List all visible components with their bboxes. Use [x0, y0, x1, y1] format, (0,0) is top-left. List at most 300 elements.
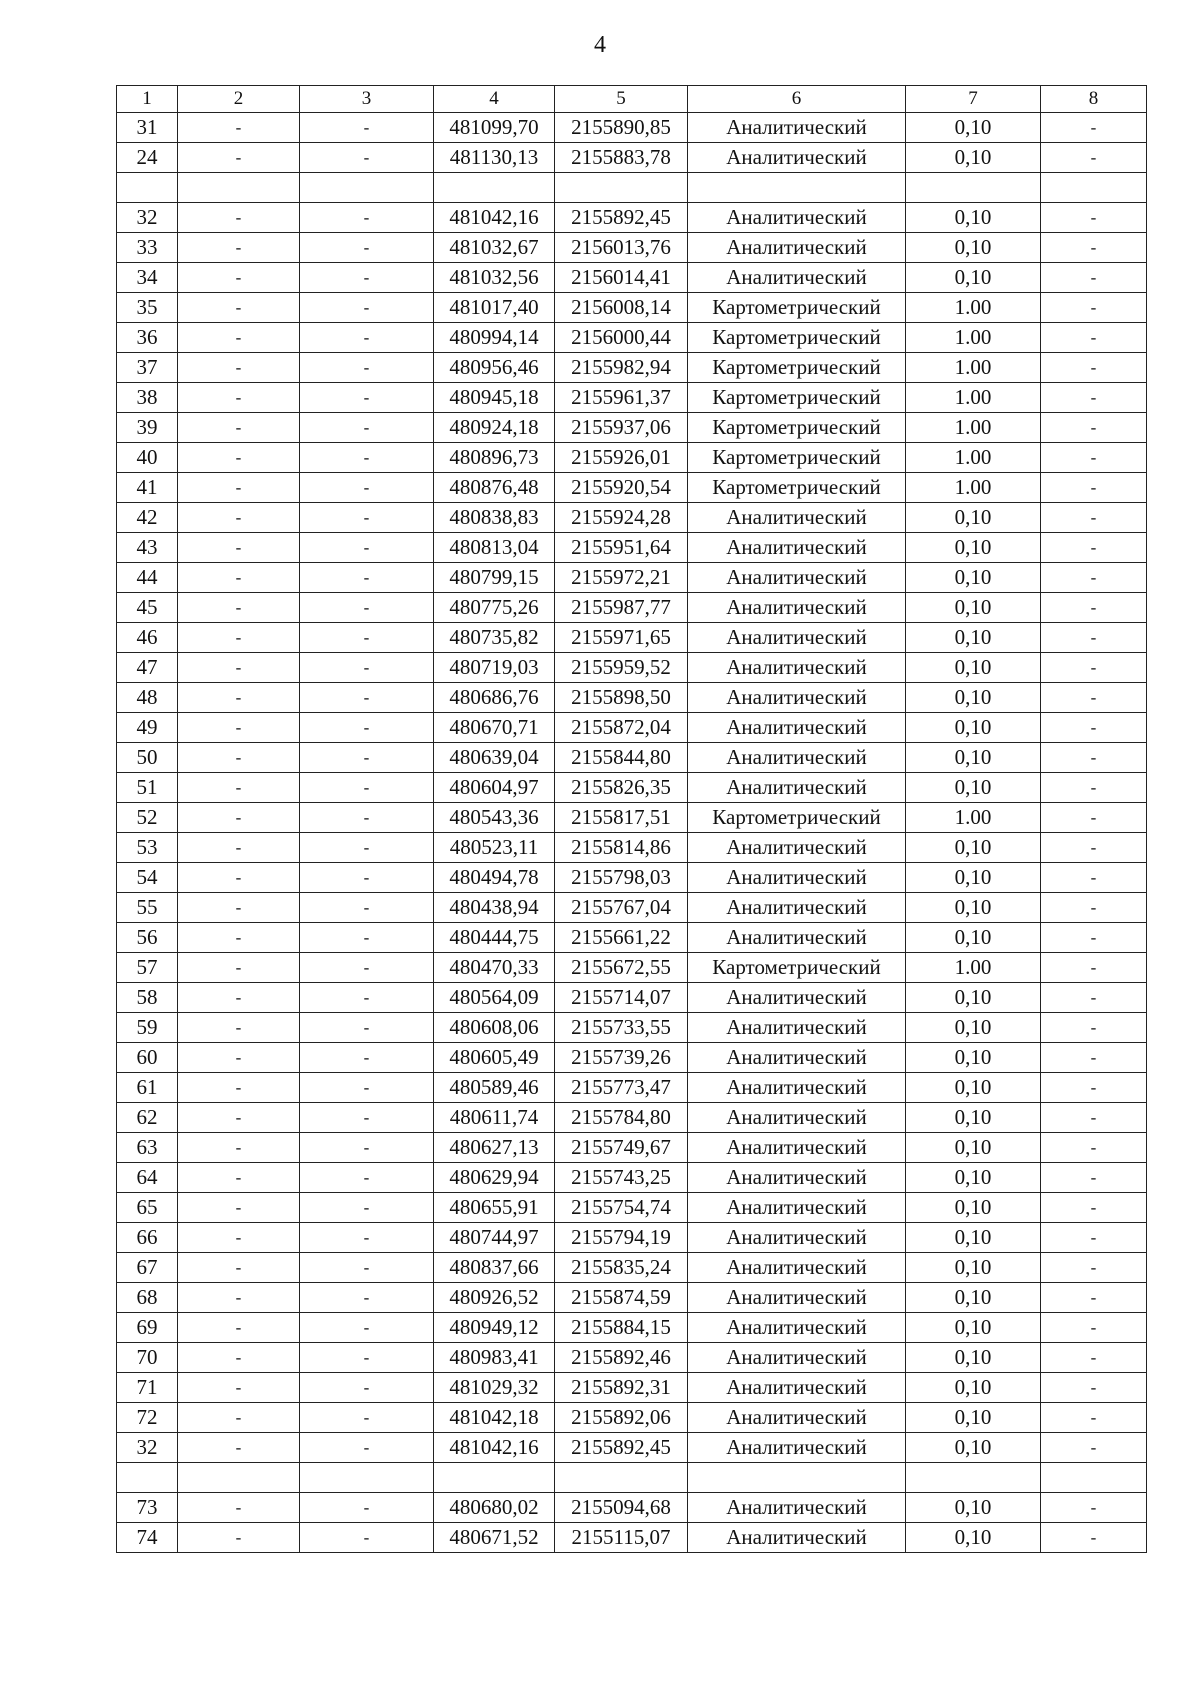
table-cell: -	[178, 833, 300, 863]
table-cell: -	[178, 293, 300, 323]
table-cell: Аналитический	[688, 503, 906, 533]
table-row	[117, 1433, 1147, 1463]
table-cell: -	[300, 683, 434, 713]
table-cell: -	[300, 503, 434, 533]
table-cell: 2155971,65	[555, 623, 688, 653]
table-cell: Аналитический	[688, 743, 906, 773]
table-cell: 2155892,31	[555, 1373, 688, 1403]
table-cell: 0,10	[906, 1253, 1041, 1283]
table-cell: -	[178, 1343, 300, 1373]
table-row	[117, 113, 1147, 143]
page-number: 4	[594, 32, 606, 58]
table-cell: 2155784,80	[555, 1103, 688, 1133]
table-row	[117, 443, 1147, 473]
table-cell: 2155972,21	[555, 563, 688, 593]
table-body	[117, 113, 1147, 1553]
table-cell: 72	[117, 1403, 178, 1433]
table-cell: 61	[117, 1073, 178, 1103]
table-cell: 2155982,94	[555, 353, 688, 383]
table-cell: 48	[117, 683, 178, 713]
table-cell	[434, 173, 555, 203]
table-cell: 0,10	[906, 1073, 1041, 1103]
table-cell: 480655,91	[434, 1193, 555, 1223]
table-cell: 2155773,47	[555, 1073, 688, 1103]
table-cell: -	[1041, 623, 1147, 653]
table-cell: 0,10	[906, 1193, 1041, 1223]
table-row	[117, 233, 1147, 263]
table-row	[117, 893, 1147, 923]
table-cell: 2155892,46	[555, 1343, 688, 1373]
table-cell: -	[1041, 1373, 1147, 1403]
table-cell: -	[1041, 923, 1147, 953]
table-cell: -	[1041, 1523, 1147, 1553]
table-cell: 2155094,68	[555, 1493, 688, 1523]
table-cell: 480523,11	[434, 833, 555, 863]
column-header: 7	[906, 86, 1041, 113]
table-cell: 2155892,06	[555, 1403, 688, 1433]
table-cell	[688, 173, 906, 203]
table-cell: 2155733,55	[555, 1013, 688, 1043]
table-cell: Аналитический	[688, 233, 906, 263]
table-cell: 2155835,24	[555, 1253, 688, 1283]
table-row	[117, 1313, 1147, 1343]
table-cell: -	[178, 1493, 300, 1523]
table-cell: 0,10	[906, 923, 1041, 953]
table-cell: 51	[117, 773, 178, 803]
table-cell: 1.00	[906, 473, 1041, 503]
table-cell: -	[178, 593, 300, 623]
table-row	[117, 263, 1147, 293]
table-cell	[555, 1463, 688, 1493]
table-cell: 1.00	[906, 353, 1041, 383]
table-cell: Аналитический	[688, 1133, 906, 1163]
table-row	[117, 773, 1147, 803]
table-cell: -	[1041, 503, 1147, 533]
table-cell: Аналитический	[688, 983, 906, 1013]
table-cell: 480945,18	[434, 383, 555, 413]
table-cell: 35	[117, 293, 178, 323]
table-cell: 0,10	[906, 623, 1041, 653]
table-cell: Картометрический	[688, 953, 906, 983]
table-cell: 32	[117, 1433, 178, 1463]
table-cell: Аналитический	[688, 713, 906, 743]
table-cell: -	[1041, 803, 1147, 833]
table-cell	[688, 1463, 906, 1493]
table-cell: 481099,70	[434, 113, 555, 143]
table-cell: 481042,18	[434, 1403, 555, 1433]
table-cell: Аналитический	[688, 533, 906, 563]
table-cell: -	[178, 743, 300, 773]
table-cell: Аналитический	[688, 1253, 906, 1283]
table-cell: 481042,16	[434, 203, 555, 233]
table-row	[117, 623, 1147, 653]
table-cell: -	[1041, 263, 1147, 293]
table-cell: 480438,94	[434, 893, 555, 923]
table-cell: -	[300, 383, 434, 413]
table-cell: 24	[117, 143, 178, 173]
table-cell: Аналитический	[688, 1433, 906, 1463]
table-cell: -	[300, 263, 434, 293]
table-cell: 2155115,07	[555, 1523, 688, 1553]
table-cell: -	[1041, 383, 1147, 413]
table-cell: 2155714,07	[555, 983, 688, 1013]
table-cell: 66	[117, 1223, 178, 1253]
table-cell: Аналитический	[688, 773, 906, 803]
column-header: 3	[300, 86, 434, 113]
table-cell: 67	[117, 1253, 178, 1283]
table-cell: 480775,26	[434, 593, 555, 623]
table-header	[117, 86, 1147, 113]
table-cell: -	[1041, 683, 1147, 713]
table-cell: 49	[117, 713, 178, 743]
table-row	[117, 833, 1147, 863]
table-row	[117, 1223, 1147, 1253]
table-row	[117, 203, 1147, 233]
table-cell: -	[178, 1193, 300, 1223]
table-row	[117, 413, 1147, 443]
table-cell: 0,10	[906, 1523, 1041, 1553]
table-cell: -	[1041, 953, 1147, 983]
table-cell: -	[178, 1103, 300, 1133]
table-cell: 2155739,26	[555, 1043, 688, 1073]
table-row	[117, 1133, 1147, 1163]
table-cell: 480605,49	[434, 1043, 555, 1073]
table-row	[117, 743, 1147, 773]
table-cell: 0,10	[906, 1433, 1041, 1463]
table-cell: -	[300, 143, 434, 173]
table-cell: 480994,14	[434, 323, 555, 353]
table-cell: -	[1041, 533, 1147, 563]
table-cell: 480735,82	[434, 623, 555, 653]
table-row	[117, 293, 1147, 323]
coordinates-table	[116, 85, 1147, 1553]
table-cell: -	[178, 263, 300, 293]
table-cell: Картометрический	[688, 803, 906, 833]
table-cell	[300, 1463, 434, 1493]
table-row	[117, 863, 1147, 893]
table-cell: 480604,97	[434, 773, 555, 803]
table-cell: 480611,74	[434, 1103, 555, 1133]
table-cell: 42	[117, 503, 178, 533]
table-cell: -	[178, 563, 300, 593]
table-cell: 45	[117, 593, 178, 623]
table-cell: -	[1041, 473, 1147, 503]
table-cell: Аналитический	[688, 203, 906, 233]
table-cell: -	[300, 623, 434, 653]
table-cell: -	[300, 293, 434, 323]
table-cell: 1.00	[906, 323, 1041, 353]
table-cell: 0,10	[906, 713, 1041, 743]
table-cell: 481032,67	[434, 233, 555, 263]
table-cell: Аналитический	[688, 1103, 906, 1133]
table-cell: 480564,09	[434, 983, 555, 1013]
table-cell: 2155817,51	[555, 803, 688, 833]
table-cell: 0,10	[906, 503, 1041, 533]
table-cell: 38	[117, 383, 178, 413]
table-cell: -	[1041, 293, 1147, 323]
table-cell: 480444,75	[434, 923, 555, 953]
table-cell: 481032,56	[434, 263, 555, 293]
table-cell: 68	[117, 1283, 178, 1313]
table-cell: Аналитический	[688, 1013, 906, 1043]
table-cell: -	[300, 473, 434, 503]
table-cell: 71	[117, 1373, 178, 1403]
table-cell: -	[178, 113, 300, 143]
table-row	[117, 1103, 1147, 1133]
table-cell: 480924,18	[434, 413, 555, 443]
table-cell: 73	[117, 1493, 178, 1523]
table-cell: 0,10	[906, 1373, 1041, 1403]
table-cell: 0,10	[906, 263, 1041, 293]
table-cell: 56	[117, 923, 178, 953]
table-cell: 0,10	[906, 1403, 1041, 1433]
table-cell: 2155987,77	[555, 593, 688, 623]
table-cell: -	[300, 593, 434, 623]
table-cell: 1.00	[906, 443, 1041, 473]
table-cell: -	[178, 683, 300, 713]
table-cell: 0,10	[906, 1163, 1041, 1193]
table-cell: -	[300, 1523, 434, 1553]
table-cell: -	[1041, 1013, 1147, 1043]
table-cell: -	[1041, 653, 1147, 683]
table-cell: -	[300, 743, 434, 773]
table-cell: 50	[117, 743, 178, 773]
table-cell: 37	[117, 353, 178, 383]
table-cell: -	[178, 383, 300, 413]
table-cell: Аналитический	[688, 1523, 906, 1553]
table-cell: Картометрический	[688, 443, 906, 473]
table-cell: 0,10	[906, 1133, 1041, 1163]
table-cell: 480896,73	[434, 443, 555, 473]
table-cell: -	[300, 1073, 434, 1103]
table-cell: 0,10	[906, 1103, 1041, 1133]
table-cell: -	[1041, 203, 1147, 233]
table-cell	[178, 1463, 300, 1493]
table-row	[117, 1343, 1147, 1373]
table-cell: 63	[117, 1133, 178, 1163]
table-cell: 0,10	[906, 1283, 1041, 1313]
table-cell: 0,10	[906, 683, 1041, 713]
column-header: 4	[434, 86, 555, 113]
table-row	[117, 1253, 1147, 1283]
table-row	[117, 383, 1147, 413]
table-cell: Аналитический	[688, 1043, 906, 1073]
table-cell: 480680,02	[434, 1493, 555, 1523]
table-cell: -	[178, 653, 300, 683]
table-cell: -	[300, 533, 434, 563]
table-cell: 2155814,86	[555, 833, 688, 863]
table-cell: 0,10	[906, 833, 1041, 863]
table-cell: -	[178, 143, 300, 173]
table-cell: -	[300, 893, 434, 923]
column-header: 1	[117, 86, 178, 113]
table-cell: 481130,13	[434, 143, 555, 173]
table-cell: -	[1041, 1253, 1147, 1283]
table-cell: 2155883,78	[555, 143, 688, 173]
table-cell: -	[1041, 1133, 1147, 1163]
table-cell: -	[1041, 233, 1147, 263]
table-cell: -	[178, 1373, 300, 1403]
table-cell: 60	[117, 1043, 178, 1073]
table-cell: 2155874,59	[555, 1283, 688, 1313]
table-cell: -	[300, 653, 434, 683]
table-cell: Аналитический	[688, 1073, 906, 1103]
table-cell: 0,10	[906, 1343, 1041, 1373]
table-row	[117, 683, 1147, 713]
table-cell: Аналитический	[688, 1403, 906, 1433]
table-cell	[300, 173, 434, 203]
table-cell: 59	[117, 1013, 178, 1043]
table-cell: 480719,03	[434, 653, 555, 683]
table-cell: 2155898,50	[555, 683, 688, 713]
table-cell: Аналитический	[688, 1493, 906, 1523]
table-cell: -	[300, 413, 434, 443]
table-cell: 57	[117, 953, 178, 983]
table-row	[117, 593, 1147, 623]
table-cell: 32	[117, 203, 178, 233]
table-cell: 70	[117, 1343, 178, 1373]
table-cell: 2155951,64	[555, 533, 688, 563]
table-cell: -	[178, 1313, 300, 1343]
table-cell: 69	[117, 1313, 178, 1343]
table-cell: Аналитический	[688, 623, 906, 653]
table-cell: 480627,13	[434, 1133, 555, 1163]
table-cell: -	[1041, 593, 1147, 623]
table-cell: -	[1041, 443, 1147, 473]
table-cell: -	[178, 1403, 300, 1433]
table-row	[117, 1493, 1147, 1523]
table-cell: -	[300, 1133, 434, 1163]
table-row	[117, 1013, 1147, 1043]
table-cell: Картометрический	[688, 353, 906, 383]
column-header: 5	[555, 86, 688, 113]
table-cell: 480629,94	[434, 1163, 555, 1193]
table-row	[117, 143, 1147, 173]
table-cell: -	[300, 443, 434, 473]
table-cell: 0,10	[906, 863, 1041, 893]
table-cell: -	[1041, 1163, 1147, 1193]
table-cell: -	[1041, 1193, 1147, 1223]
table-cell: -	[1041, 863, 1147, 893]
table-cell: -	[178, 983, 300, 1013]
table-cell: -	[178, 953, 300, 983]
table-cell: 74	[117, 1523, 178, 1553]
table-cell: 480686,76	[434, 683, 555, 713]
table-row	[117, 1373, 1147, 1403]
table-cell: 0,10	[906, 533, 1041, 563]
table-cell: 52	[117, 803, 178, 833]
table-cell: Аналитический	[688, 1163, 906, 1193]
table-cell: -	[178, 413, 300, 443]
table-row	[117, 1043, 1147, 1073]
table-cell: 0,10	[906, 1223, 1041, 1253]
table-cell: -	[300, 1493, 434, 1523]
table-cell: 480670,71	[434, 713, 555, 743]
table-cell: 2155937,06	[555, 413, 688, 443]
table-cell	[555, 173, 688, 203]
table-cell: 2155754,74	[555, 1193, 688, 1223]
table-cell: -	[1041, 323, 1147, 353]
table-cell: 2155920,54	[555, 473, 688, 503]
table-cell: Аналитический	[688, 263, 906, 293]
table-cell: 2156000,44	[555, 323, 688, 353]
table-cell: 0,10	[906, 773, 1041, 803]
table-cell: 480799,15	[434, 563, 555, 593]
table-cell: 480589,46	[434, 1073, 555, 1103]
table-cell: 2155884,15	[555, 1313, 688, 1343]
table-cell: 480876,48	[434, 473, 555, 503]
table-cell	[1041, 1463, 1147, 1493]
table-cell: 0,10	[906, 143, 1041, 173]
table-row	[117, 1463, 1147, 1493]
table-cell: Картометрический	[688, 323, 906, 353]
table-cell: 0,10	[906, 1493, 1041, 1523]
table-cell: -	[1041, 833, 1147, 863]
table-cell: Аналитический	[688, 1193, 906, 1223]
table-cell: -	[1041, 1043, 1147, 1073]
table-cell: -	[178, 623, 300, 653]
table-cell: -	[1041, 1433, 1147, 1463]
table-cell: 1.00	[906, 413, 1041, 443]
table-cell	[178, 173, 300, 203]
table-cell: -	[1041, 743, 1147, 773]
table-cell: Аналитический	[688, 833, 906, 863]
table-cell: Аналитический	[688, 1223, 906, 1253]
table-cell: -	[178, 1133, 300, 1163]
table-cell: Аналитический	[688, 683, 906, 713]
table-cell: -	[1041, 353, 1147, 383]
table-row	[117, 323, 1147, 353]
table-cell: 2155767,04	[555, 893, 688, 923]
table-cell: Аналитический	[688, 593, 906, 623]
table-cell: -	[300, 353, 434, 383]
table-cell: Аналитический	[688, 863, 906, 893]
table-cell: -	[300, 863, 434, 893]
table-cell: -	[178, 353, 300, 383]
table-cell: -	[178, 533, 300, 563]
table-cell: 0,10	[906, 563, 1041, 593]
table-cell: 58	[117, 983, 178, 1013]
table-cell: -	[1041, 1343, 1147, 1373]
table-row	[117, 173, 1147, 203]
table-cell: 1.00	[906, 293, 1041, 323]
table-row	[117, 533, 1147, 563]
column-header: 6	[688, 86, 906, 113]
table-cell: -	[1041, 1403, 1147, 1433]
table-cell: 2155672,55	[555, 953, 688, 983]
table-row	[117, 1193, 1147, 1223]
table-cell: -	[300, 233, 434, 263]
table-cell: Аналитический	[688, 923, 906, 953]
table-cell: -	[178, 1043, 300, 1073]
table-cell: Аналитический	[688, 1283, 906, 1313]
table-cell: -	[300, 203, 434, 233]
table-cell: 480639,04	[434, 743, 555, 773]
column-header: 2	[178, 86, 300, 113]
table-cell: -	[300, 323, 434, 353]
table-cell: -	[1041, 563, 1147, 593]
table-cell: 0,10	[906, 1013, 1041, 1043]
table-cell: 53	[117, 833, 178, 863]
table-row	[117, 353, 1147, 383]
table-cell: 2155961,37	[555, 383, 688, 413]
table-cell: -	[300, 1403, 434, 1433]
table-row	[117, 983, 1147, 1013]
table-cell: 44	[117, 563, 178, 593]
table-row	[117, 1073, 1147, 1103]
table-cell: 480671,52	[434, 1523, 555, 1553]
table-cell: -	[1041, 1283, 1147, 1313]
